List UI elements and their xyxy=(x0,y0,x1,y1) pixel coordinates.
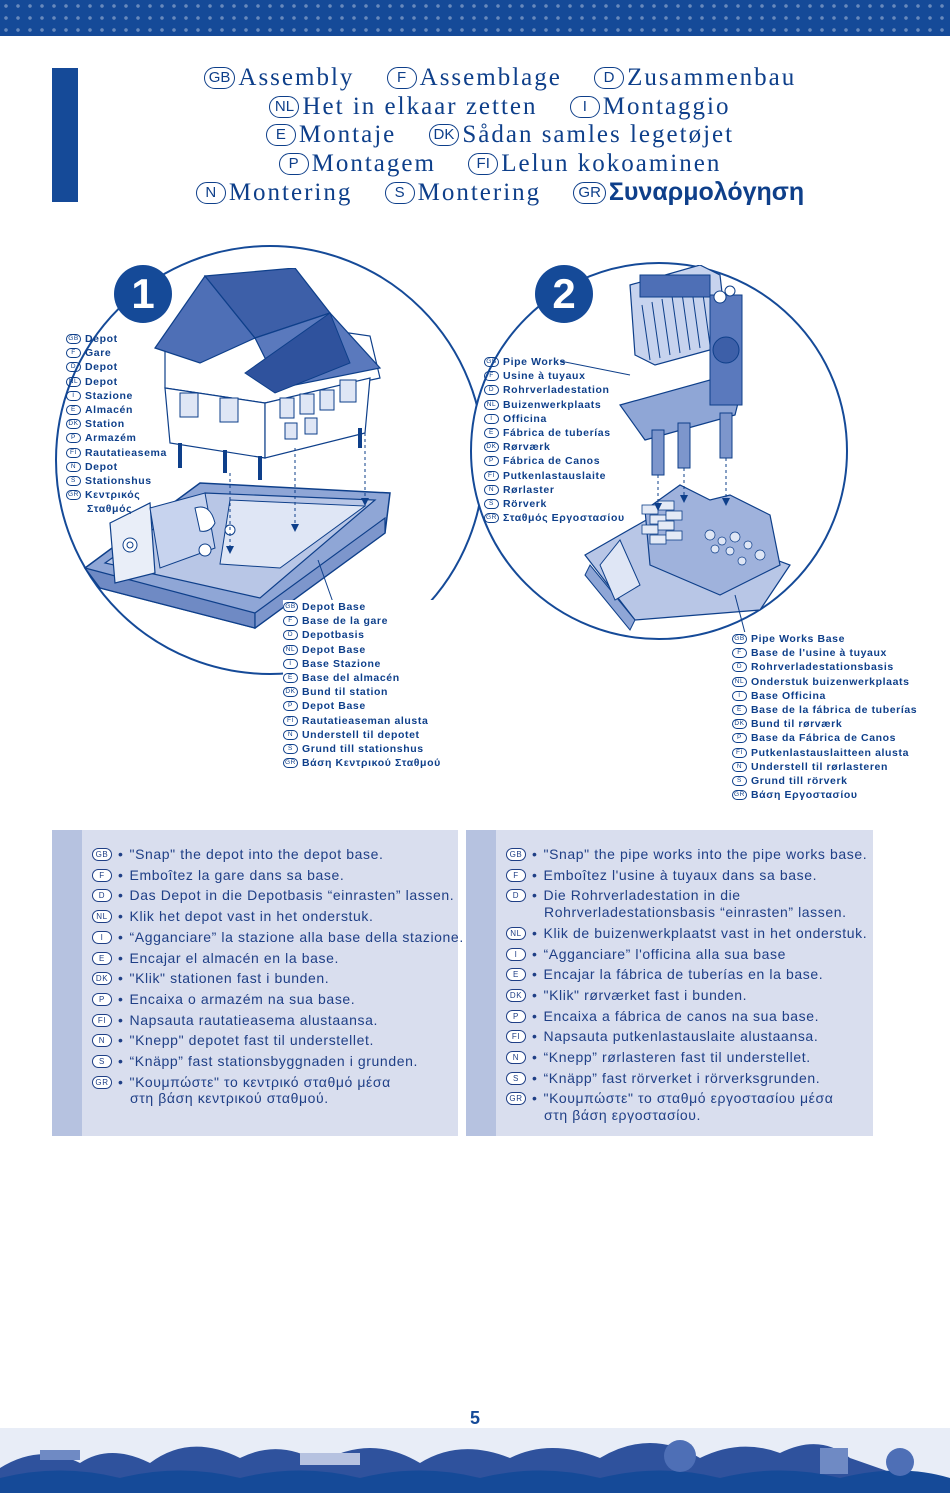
language-badge: NL xyxy=(269,96,299,118)
label-row xyxy=(732,703,917,717)
label-text: Base de la fábrica de tuberías xyxy=(751,704,918,717)
language-badge: P xyxy=(283,701,298,711)
language-badge: GB xyxy=(66,334,81,344)
label-row xyxy=(484,383,625,397)
language-badge: GB xyxy=(283,602,298,612)
language-badge: NL xyxy=(484,400,499,410)
language-badge: N xyxy=(196,182,226,204)
language-badge: F xyxy=(484,371,499,381)
label-text: Depot xyxy=(85,375,118,388)
label-row xyxy=(484,369,625,383)
title-text: Assemblage xyxy=(419,64,562,91)
instruction-row: N • "Knepp" depotet fast til understellet. xyxy=(92,1030,464,1051)
title-item xyxy=(266,121,396,150)
label-text: Depot Base xyxy=(302,700,366,713)
language-badge: D xyxy=(283,630,298,640)
label-text: Depot xyxy=(85,361,118,374)
label-row xyxy=(283,699,441,713)
label-text: Depot Base xyxy=(302,601,366,613)
language-badge: I xyxy=(66,391,81,401)
language-badge: FI xyxy=(92,1014,112,1027)
label-text: Stationshus xyxy=(85,475,152,488)
label-text: Gare xyxy=(85,347,112,360)
language-badge: P xyxy=(279,153,309,175)
pipe-works-label-list xyxy=(484,355,625,525)
instruction-text: "Klik" rørværket fast i bunden. xyxy=(543,986,748,1003)
label-row xyxy=(732,675,917,689)
language-badge: DK xyxy=(429,124,460,146)
language-badge: GB xyxy=(506,848,526,861)
language-badge: GR xyxy=(283,758,298,768)
language-badge: GB xyxy=(732,634,747,644)
language-badge: DK xyxy=(283,687,298,697)
page-number: 5 xyxy=(469,1408,480,1428)
language-badge: NL xyxy=(92,910,112,923)
label-row xyxy=(484,440,625,454)
instruction-text: Die Rohrverladestation in die xyxy=(543,887,741,904)
language-badge: GR xyxy=(484,513,499,523)
language-badge: N xyxy=(283,730,298,740)
label-row xyxy=(484,412,625,426)
language-badge: GR xyxy=(732,790,747,800)
label-text: Rørlaster xyxy=(503,483,555,496)
label-row xyxy=(484,483,625,497)
step-2-number: 2 xyxy=(535,265,593,323)
top-decorative-band xyxy=(0,0,950,36)
language-badge: NL xyxy=(506,927,526,940)
label-text: Βάση Εργοστασίου xyxy=(751,789,858,802)
label-text: Rørværk xyxy=(503,441,551,454)
instruction-text: στη βάση κεντρικού σταθμού. xyxy=(130,1090,329,1107)
instructions-panel-step-2 xyxy=(466,830,873,1136)
title-text: Het in elkaar zetten xyxy=(302,92,538,120)
language-badge: S xyxy=(66,476,81,486)
language-badge: S xyxy=(506,1072,526,1085)
language-badge: I xyxy=(92,931,112,944)
instruction-text: Encajar el almacén en la base. xyxy=(129,949,339,966)
instruction-row: P • Encaixa o armazém na sua base. xyxy=(92,989,464,1010)
title-item xyxy=(269,93,537,122)
language-badge: S xyxy=(484,499,499,509)
label-text: Almacén xyxy=(85,404,133,417)
language-badge: D xyxy=(594,67,624,89)
label-row xyxy=(732,689,917,703)
title-item xyxy=(573,178,804,208)
language-badge: FI xyxy=(732,748,747,758)
label-text: Base de la gare xyxy=(302,615,389,628)
language-badge: N xyxy=(66,462,81,472)
label-row xyxy=(283,714,441,728)
label-text: Rautatieaseman alusta xyxy=(302,714,429,727)
instruction-row: GB • "Snap" the depot into the depot base. xyxy=(92,844,464,865)
step-1-number: 1 xyxy=(114,265,172,323)
label-row xyxy=(66,403,167,417)
instruction-row: F • Emboîtez l'usine à tuyaux dans sa base. xyxy=(506,865,867,886)
panel-stripe xyxy=(466,830,496,1136)
label-text: Fábrica de tuberías xyxy=(503,427,611,440)
title-item xyxy=(385,179,542,208)
label-text: Understell til rørlasteren xyxy=(751,760,888,773)
instruction-text: “Agganciare” la stazione alla base della stazione. xyxy=(129,928,464,945)
title-text: Montering xyxy=(228,179,353,206)
language-badge: E xyxy=(266,124,296,146)
language-badge: S xyxy=(283,744,298,754)
language-badge: F xyxy=(732,648,747,658)
label-text: Base de l'usine à tuyaux xyxy=(751,647,887,660)
label-row xyxy=(283,756,441,770)
language-badge: P xyxy=(484,456,499,466)
title-text: Montaje xyxy=(298,121,397,148)
label-row xyxy=(283,728,441,742)
language-badge: NL xyxy=(732,677,747,687)
label-text: Pipe Works Base xyxy=(751,633,846,645)
instruction-text: Klik het depot vast in het onderstuk. xyxy=(129,908,374,925)
instructions-panel-step-1 xyxy=(52,830,464,1136)
label-row xyxy=(283,600,441,614)
label-text: Grund till rörverk xyxy=(751,775,848,788)
label-row xyxy=(66,375,167,389)
label-text: Base da Fábrica de Canos xyxy=(751,732,897,745)
pipe-works-base-label-list xyxy=(732,632,917,802)
language-badge: GB xyxy=(204,67,236,89)
instruction-text: Napsauta putkenlastauslaite alustaansa. xyxy=(543,1028,819,1045)
label-text: Depotbasis xyxy=(302,629,365,642)
language-badge: DK xyxy=(92,972,112,985)
title-line xyxy=(100,64,900,93)
title-line xyxy=(100,93,900,122)
language-badge: DK xyxy=(66,419,81,429)
label-row xyxy=(66,474,167,488)
label-text: Depot Base xyxy=(302,643,366,656)
label-row xyxy=(283,671,441,685)
label-row xyxy=(283,685,441,699)
label-text: Putkenlastauslaite xyxy=(503,469,607,482)
instruction-row: GB • "Snap" the pipe works into the pipe works base. xyxy=(506,844,867,865)
language-badge: F xyxy=(66,348,81,358)
label-row xyxy=(732,717,917,731)
title-text: Zusammenbau xyxy=(627,64,797,91)
language-badge: N xyxy=(484,485,499,495)
label-text: Onderstuk buizenwerkplaats xyxy=(751,675,910,688)
language-badge: N xyxy=(732,762,747,772)
label-row xyxy=(283,657,441,671)
language-badge: S xyxy=(385,182,415,204)
instruction-row: DK • "Klik" rørværket fast i bunden. xyxy=(506,985,867,1006)
label-text: Rörverk xyxy=(503,498,547,511)
title-text: Montaggio xyxy=(602,92,731,120)
language-badge: D xyxy=(506,889,526,902)
label-text: Bund til rørværk xyxy=(751,718,843,731)
title-text: Montering xyxy=(417,179,542,206)
instruction-text: "Snap" the depot into the depot base. xyxy=(129,846,384,862)
instruction-text: Encaixa a fábrica de canos na sua base. xyxy=(543,1007,820,1024)
label-text: Buizenwerkplaats xyxy=(503,398,602,411)
instruction-row: NL • Klik de buizenwerkplaatst vast in het onderstuk. xyxy=(506,923,867,944)
language-badge: N xyxy=(92,1034,112,1047)
language-badge: GR xyxy=(66,490,81,500)
language-badge: E xyxy=(484,428,499,438)
label-row xyxy=(732,774,917,788)
title-line xyxy=(100,178,900,208)
instructions-list xyxy=(92,844,464,1109)
instruction-text: “Knepp” rørlasteren fast til understellet. xyxy=(543,1049,811,1066)
language-badge: F xyxy=(92,869,112,882)
language-badge: I xyxy=(484,414,499,424)
instruction-text: “Knäpp” fast stationsbyggnaden i grunden. xyxy=(129,1053,418,1070)
label-row xyxy=(732,760,917,774)
label-row xyxy=(484,398,625,412)
language-badge: P xyxy=(66,433,81,443)
label-text: Βάση Κεντρικού Σταθμού xyxy=(302,757,441,770)
label-row xyxy=(732,731,917,745)
label-row xyxy=(66,488,167,502)
label-row xyxy=(283,628,441,642)
language-badge: DK xyxy=(732,719,747,729)
label-text: Understell til depotet xyxy=(302,728,420,741)
instruction-row: N • “Knepp” rørlasteren fast til understellet. xyxy=(506,1047,867,1068)
language-badge: FI xyxy=(283,716,298,726)
instruction-row: DK • "Klik" stationen fast i bunden. xyxy=(92,968,464,989)
label-row xyxy=(484,355,625,369)
language-badge: GR xyxy=(506,1092,526,1105)
instruction-text: Emboîtez la gare dans sa base. xyxy=(129,866,345,883)
instruction-text: Das Depot in die Depotbasis “einrasten” lassen. xyxy=(129,887,455,904)
instruction-row: S • “Knäpp” fast rörverket i rörverksgrunden. xyxy=(506,1068,867,1089)
language-badge: E xyxy=(732,705,747,715)
title-item xyxy=(594,64,796,93)
label-row xyxy=(66,360,167,374)
instruction-row: S • “Knäpp” fast stationsbyggnaden i grunden. xyxy=(92,1051,464,1072)
label-text: Pipe Works xyxy=(503,356,566,368)
instruction-text: "Κουμπώστε" το σταθμό εργοστασίου μέσα xyxy=(543,1090,834,1107)
language-badge: E xyxy=(66,405,81,415)
instruction-text: Emboîtez l'usine à tuyaux dans sa base. xyxy=(543,866,818,883)
language-badge: D xyxy=(92,889,112,902)
label-row xyxy=(283,643,441,657)
title-text: Montagem xyxy=(311,149,436,177)
language-badge: P xyxy=(92,993,112,1006)
label-text: Stazione xyxy=(85,389,133,402)
title-item xyxy=(387,64,562,93)
language-badge: I xyxy=(732,691,747,701)
instruction-text: "Snap" the pipe works into the pipe works base. xyxy=(543,846,868,862)
language-badge: FI xyxy=(506,1030,526,1043)
label-text: Grund till stationshus xyxy=(302,743,424,756)
language-badge: P xyxy=(732,733,747,743)
depot-label-list xyxy=(66,332,167,517)
label-text: Armazém xyxy=(85,432,137,445)
label-row xyxy=(732,788,917,802)
instructions-list xyxy=(506,844,867,1126)
language-badge: E xyxy=(506,968,526,981)
language-badge: FI xyxy=(66,448,81,458)
label-row xyxy=(484,426,625,440)
label-row xyxy=(484,497,625,511)
language-badge: F xyxy=(506,869,526,882)
label-text: Depot xyxy=(85,460,118,473)
assembly-title-block xyxy=(100,64,900,208)
language-badge: D xyxy=(484,385,499,395)
title-text: Συναρμολόγηση xyxy=(608,178,805,206)
instruction-row: P • Encaixa a fábrica de canos na sua base. xyxy=(506,1006,867,1027)
instruction-text: Encaixa o armazém na sua base. xyxy=(129,990,356,1007)
language-badge: DK xyxy=(484,442,499,452)
language-badge: I xyxy=(283,659,298,669)
label-text: Depot xyxy=(85,333,118,345)
label-row xyxy=(66,460,167,474)
language-badge: GB xyxy=(92,848,112,861)
instruction-text: Encajar la fábrica de tuberías en la base. xyxy=(543,966,824,983)
title-item xyxy=(429,121,735,150)
label-text: Rautatieasema xyxy=(85,446,167,459)
label-text: Rohrverladestationsbasis xyxy=(751,661,894,674)
instruction-row: FI • Napsauta rautatieasema alustaansa. xyxy=(92,1010,464,1031)
label-text: Base Officina xyxy=(751,689,826,702)
language-badge: DK xyxy=(506,989,526,1002)
title-item xyxy=(279,150,436,179)
label-text: Base Stazione xyxy=(302,657,381,670)
instruction-row: FI • Napsauta putkenlastauslaite alustaansa. xyxy=(506,1026,867,1047)
title-text: Sådan samles legetøjet xyxy=(462,121,735,148)
instruction-text: “Agganciare” l'officina alla sua base xyxy=(543,945,787,962)
label-row xyxy=(66,332,167,346)
language-badge: E xyxy=(92,952,112,965)
label-text: Κεντρικός xyxy=(85,489,141,502)
label-row xyxy=(484,454,625,468)
language-badge: NL xyxy=(283,645,298,655)
label-row xyxy=(283,614,441,628)
language-badge: P xyxy=(506,1010,526,1023)
label-row xyxy=(66,389,167,403)
label-row xyxy=(732,660,917,674)
instruction-text: στη βάση εργοστασίου. xyxy=(544,1107,702,1124)
title-item xyxy=(570,93,731,122)
language-badge: GB xyxy=(484,357,499,367)
instruction-row: GR • "Κουμπώστε" το κεντρικό σταθμό μέσα xyxy=(92,1072,464,1093)
language-badge: GR xyxy=(92,1076,112,1089)
language-badge: N xyxy=(506,1051,526,1064)
instruction-text: Rohrverladestationsbasis “einrasten” lassen. xyxy=(544,904,847,921)
instruction-text: Napsauta rautatieasema alustaansa. xyxy=(129,1011,378,1028)
label-row xyxy=(732,746,917,760)
instruction-row: F • Emboîtez la gare dans sa base. xyxy=(92,865,464,886)
language-badge: E xyxy=(283,673,298,683)
label-text: Bund til station xyxy=(302,686,389,699)
instruction-text: "Klik" stationen fast i bunden. xyxy=(129,970,330,987)
language-badge: F xyxy=(283,616,298,626)
instruction-row xyxy=(506,902,867,923)
title-item xyxy=(468,150,721,179)
language-badge: D xyxy=(732,662,747,672)
label-text: Base del almacén xyxy=(302,672,400,685)
label-row xyxy=(732,632,917,646)
instruction-text: "Knepp" depotet fast til understellet. xyxy=(129,1032,374,1049)
label-text: Officina xyxy=(503,412,547,425)
label-text: Σταθμός xyxy=(87,503,133,516)
depot-base-label-list xyxy=(283,600,441,770)
label-row xyxy=(283,742,441,756)
language-badge: NL xyxy=(66,377,81,387)
language-badge: F xyxy=(387,67,417,89)
label-text: Station xyxy=(85,418,125,431)
label-row xyxy=(66,431,167,445)
language-badge: D xyxy=(66,362,81,372)
instruction-row: D • Die Rohrverladestation in die xyxy=(506,885,867,906)
label-row xyxy=(66,346,167,360)
instruction-text: “Knäpp” fast rörverket i rörverksgrunden. xyxy=(543,1069,821,1086)
instruction-row: I • “Agganciare” l'officina alla sua base xyxy=(506,944,867,965)
instruction-row xyxy=(92,1088,464,1109)
bottom-decorative-scene xyxy=(0,1428,950,1493)
panel-stripe xyxy=(52,830,82,1136)
label-text: Σταθμός Εργοστασίου xyxy=(503,512,625,525)
label-text: Usine à tuyaux xyxy=(503,370,586,383)
label-row xyxy=(66,502,167,516)
label-row xyxy=(66,446,167,460)
language-badge: GR xyxy=(573,182,606,204)
title-text: Lelun kokoaminen xyxy=(501,149,722,177)
language-badge: S xyxy=(732,776,747,786)
title-item xyxy=(196,179,353,208)
language-badge: I xyxy=(506,948,526,961)
label-row xyxy=(484,469,625,483)
language-badge: FI xyxy=(468,153,498,175)
language-badge: S xyxy=(92,1055,112,1068)
title-line xyxy=(100,121,900,150)
instruction-row: GR • "Κουμπώστε" το σταθμό εργοστασίου μέσα xyxy=(506,1088,867,1109)
instruction-row: I • “Agganciare” la stazione alla base della stazione. xyxy=(92,927,464,948)
section-marker-bar xyxy=(52,68,78,202)
language-badge: FI xyxy=(484,471,499,481)
label-row xyxy=(66,417,167,431)
language-badge: I xyxy=(570,96,600,118)
instruction-text: Klik de buizenwerkplaatst vast in het onderstuk. xyxy=(543,924,868,941)
instruction-row: E • Encajar el almacén en la base. xyxy=(92,948,464,969)
instruction-row: E • Encajar la fábrica de tuberías en la base. xyxy=(506,964,867,985)
instruction-text: "Κουμπώστε" το κεντρικό σταθμό μέσα xyxy=(129,1073,391,1090)
label-text: Rohrverladestation xyxy=(503,384,610,397)
label-row xyxy=(732,646,917,660)
title-item xyxy=(204,64,355,93)
label-text: Fábrica de Canos xyxy=(503,455,601,468)
title-line xyxy=(100,150,900,179)
instruction-row: D • Das Depot in die Depotbasis “einrasten” lassen. xyxy=(92,885,464,906)
label-text: Putkenlastauslaitteen alusta xyxy=(751,746,910,759)
title-text: Assembly xyxy=(238,64,355,91)
instruction-row: NL • Klik het depot vast in het onderstuk. xyxy=(92,906,464,927)
label-row xyxy=(484,511,625,525)
